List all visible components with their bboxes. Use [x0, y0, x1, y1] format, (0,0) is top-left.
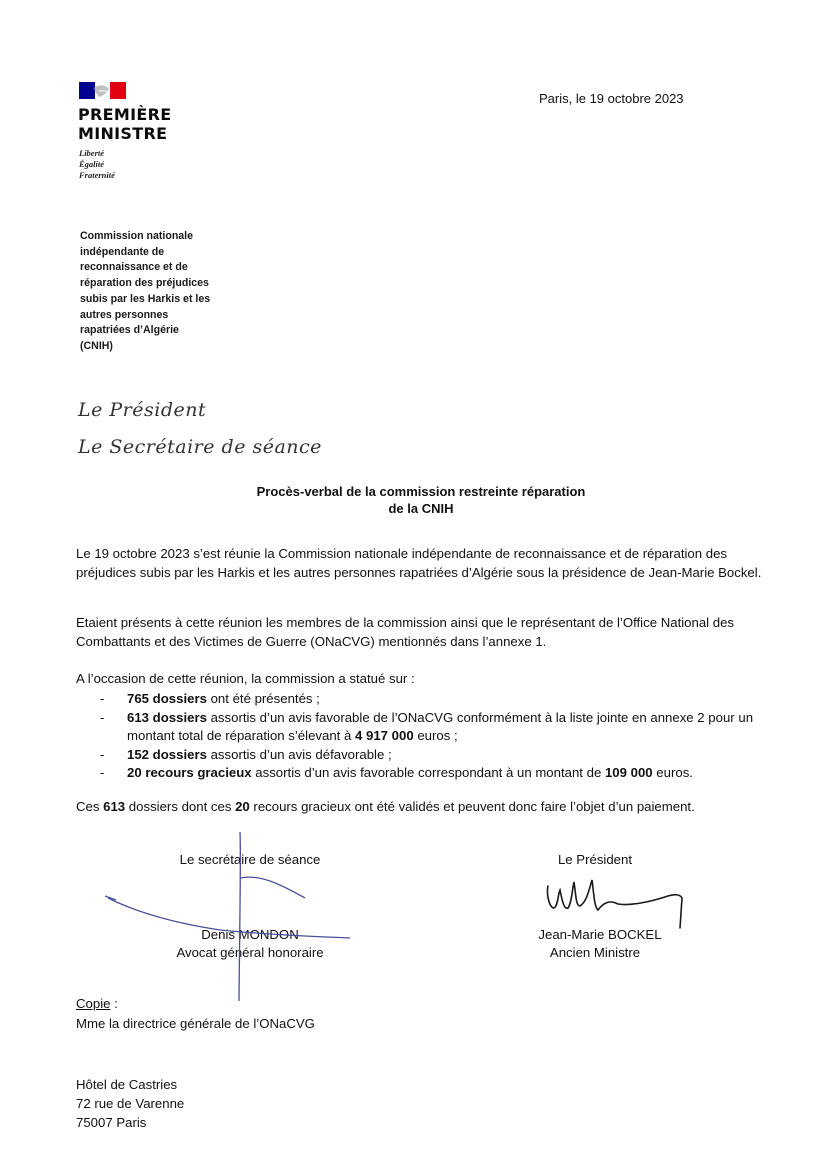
organisation-block [80, 229, 230, 355]
list-item: - 20 recours gracieux assortis d’un avis favorable correspondant à un montant de 109 000 euros. [100, 764, 770, 783]
handwritten-president: Le Président [78, 399, 207, 421]
address-line: 75007 Paris [76, 1115, 147, 1130]
org-line: reconnaissance et de [80, 261, 188, 274]
paragraph-decisions-intro: A l’occasion de cette réunion, la commission a statué sur : [76, 671, 415, 686]
handwritten-secretary: Le Secrétaire de séance [78, 436, 322, 458]
org-line: réparation des préjudices [80, 277, 209, 290]
org-line: autres personnes [80, 308, 169, 321]
president-role: Ancien Ministre [549, 945, 641, 960]
president-name: Jean-Marie BOCKEL [538, 927, 662, 942]
motto-liberte: Liberté [79, 148, 105, 158]
secretary-signature-title: Le secrétaire de séance [179, 852, 321, 867]
secretary-role: Avocat général honoraire [176, 945, 324, 960]
motto-fraternite: Fraternité [79, 170, 115, 180]
place-date: Paris, le 19 octobre 2023 [539, 91, 684, 106]
document-title-line2: de la CNIH [388, 501, 454, 516]
org-line: Commission nationale [80, 230, 194, 242]
president-signature-drawing [540, 872, 690, 932]
motto-egalite: Égalité [79, 159, 105, 169]
list-item: - 765 dossiers ont été présentés ; [100, 690, 770, 709]
decisions-list [100, 690, 770, 783]
president-signature-title: Le Président [557, 852, 633, 867]
brand-premiere: PREMIÈRE [78, 105, 172, 124]
paragraph-meeting: Le 19 octobre 2023 s’est réunie la Commission nationale indépendante de reconnaissance et de réparation des préjudices subis par les Harkis et les autres personnes rapatriées d’Algérie sous la présidence de Jean-Marie Bockel. [76, 546, 762, 580]
org-line: subis par les Harkis et les [80, 292, 211, 305]
list-item: - 613 dossiers assortis d’un avis favorable de l’ONaCVG conformément à la liste jointe en annexe 2 pour un montant total de réparation s’élevant à 4 917 000 euros ; [100, 709, 770, 746]
marianne-logo [79, 82, 126, 99]
document-title: Procès-verbal de la commission restreinte réparation [256, 484, 586, 499]
paragraph-validation: Ces 613 dossiers dont ces 20 recours gracieux ont été validés et peuvent donc faire l’objet d’un paiement. [76, 799, 695, 814]
address-line: 72 rue de Varenne [76, 1096, 185, 1111]
copy-label: Copie : [76, 996, 118, 1011]
org-line: rapatriées d’Algérie [80, 324, 179, 337]
address-line: Hôtel de Castries [76, 1077, 178, 1092]
org-line: (CNIH) [80, 339, 113, 352]
org-line: indépendante de [80, 245, 165, 258]
list-item: - 152 dossiers assortis d’un avis défavorable ; [100, 746, 770, 765]
brand-ministre: MINISTRE [78, 124, 168, 143]
paragraph-attendees: Etaient présents à cette réunion les membres de la commission ainsi que le représentant de l’Office National des Combattants et des Victimes de Guerre (ONaCVG) mentionnés dans l’annexe 1. [76, 615, 735, 649]
secretary-signature-drawing [100, 826, 360, 1006]
secretary-name: Denis MONDON [201, 927, 299, 942]
copy-recipient: Mme la directrice générale de l’ONaCVG [76, 1016, 315, 1031]
